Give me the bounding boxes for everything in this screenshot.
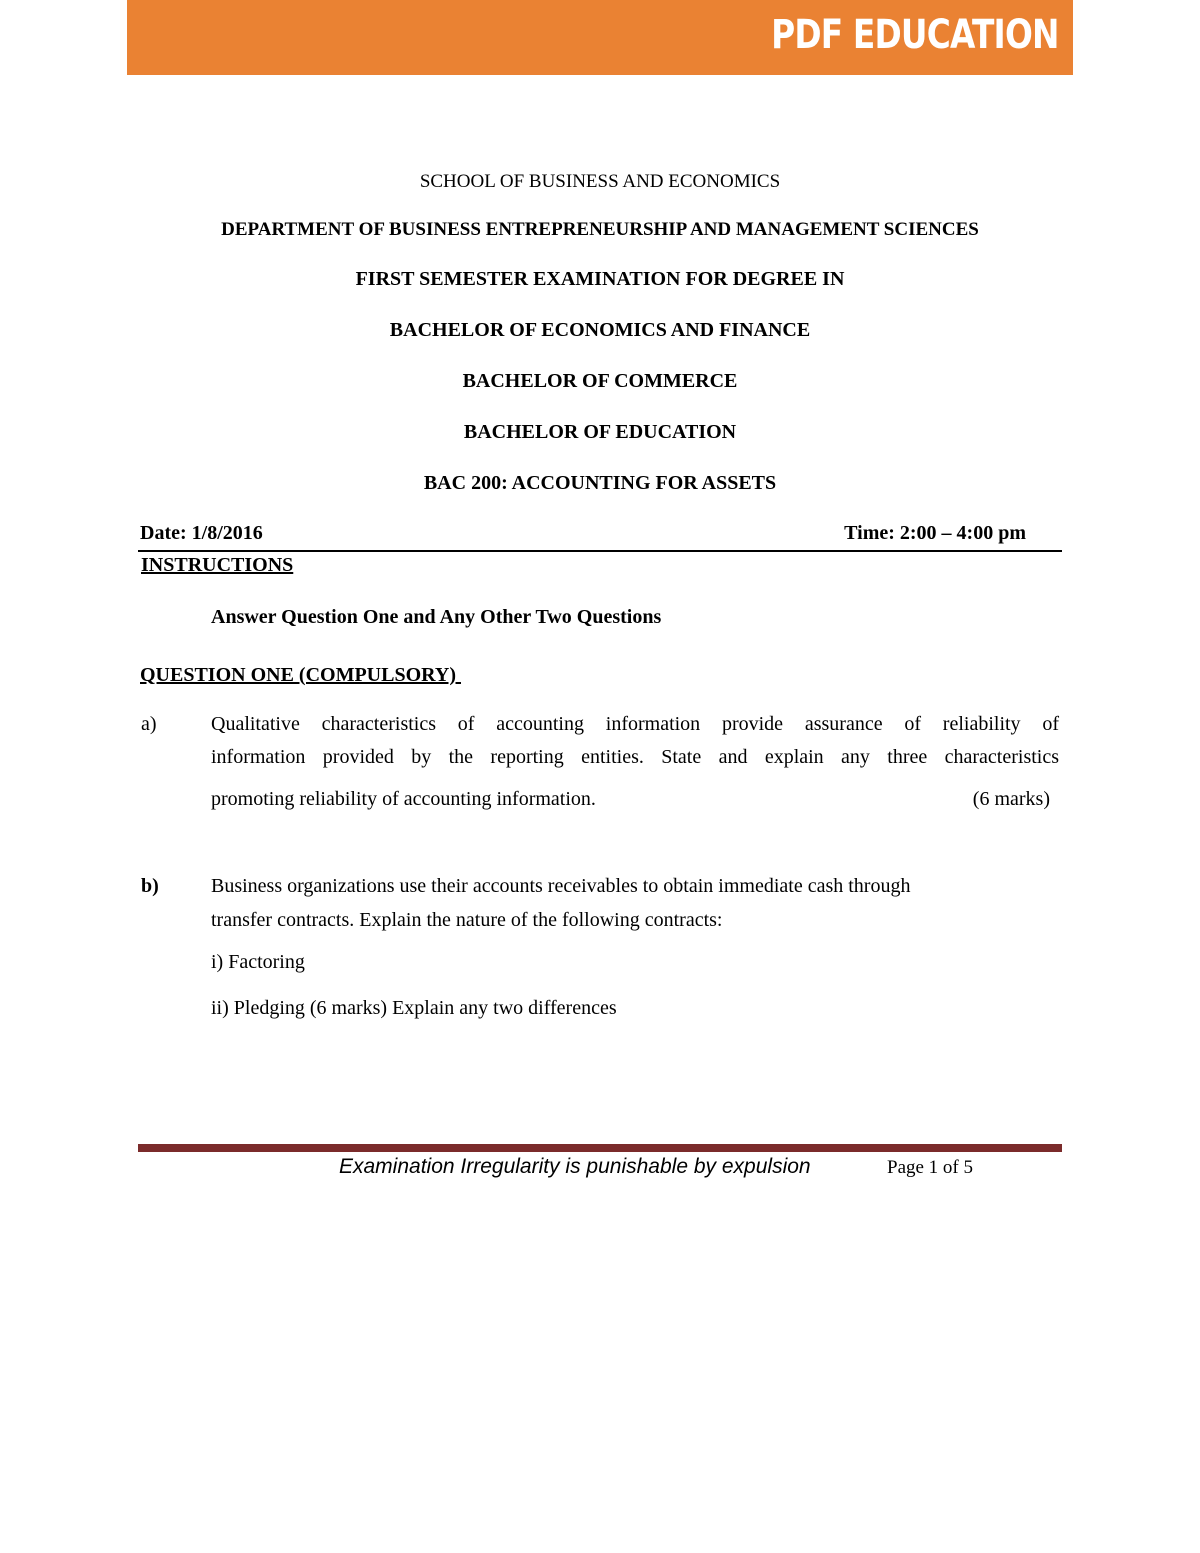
programme-education: BACHELOR OF EDUCATION: [463, 421, 737, 443]
exam-title: FIRST SEMESTER EXAMINATION FOR DEGREE IN: [355, 268, 845, 290]
programme-economics-finance: BACHELOR OF ECONOMICS AND FINANCE: [389, 319, 811, 341]
page-number: Page 1 of 5: [887, 1157, 974, 1178]
footer-divider: [138, 1144, 1062, 1152]
part-a-line-1: Qualitative characteristics of accounting information provide assurance of reliability of: [211, 713, 1059, 735]
course-title: BAC 200: ACCOUNTING FOR ASSETS: [423, 472, 777, 494]
part-a-marker: a): [141, 713, 157, 735]
part-b-line-2: transfer contracts. Explain the nature of the following contracts:: [211, 909, 723, 931]
question-one-heading: QUESTION ONE (COMPULSORY): [140, 664, 461, 686]
part-b-line-1: Business organizations use their accounts receivables to obtain immediate cash through: [211, 875, 911, 897]
footer-note: Examination Irregularity is punishable by expulsion: [339, 1155, 811, 1178]
part-b-marker: b): [141, 875, 159, 897]
instructions-heading: INSTRUCTIONS: [141, 554, 294, 576]
instructions-text: Answer Question One and Any Other Two Questions: [211, 606, 662, 628]
part-a-line-2: information provided by the reporting entities. State and explain any three characteristics: [211, 746, 1059, 768]
school-name: SCHOOL OF BUSINESS AND ECONOMICS: [419, 171, 781, 192]
part-b-item-pledging: ii) Pledging (6 marks) Explain any two differences: [211, 997, 617, 1019]
exam-time: Time: 2:00 – 4:00 pm: [844, 522, 1026, 544]
exam-date: Date: 1/8/2016: [140, 522, 263, 544]
banner-title: PDF EDUCATION: [771, 12, 1059, 58]
header-divider: [138, 550, 1062, 552]
programme-commerce: BACHELOR OF COMMERCE: [462, 370, 738, 392]
part-b-item-factoring: i) Factoring: [211, 951, 305, 973]
part-a-line-3: promoting reliability of accounting information.: [211, 788, 596, 810]
header-banner: [127, 0, 1073, 75]
part-a-marks: (6 marks): [972, 788, 1050, 810]
department-name: DEPARTMENT OF BUSINESS ENTREPRENEURSHIP AND MANAGEMENT SCIENCES: [221, 219, 979, 240]
